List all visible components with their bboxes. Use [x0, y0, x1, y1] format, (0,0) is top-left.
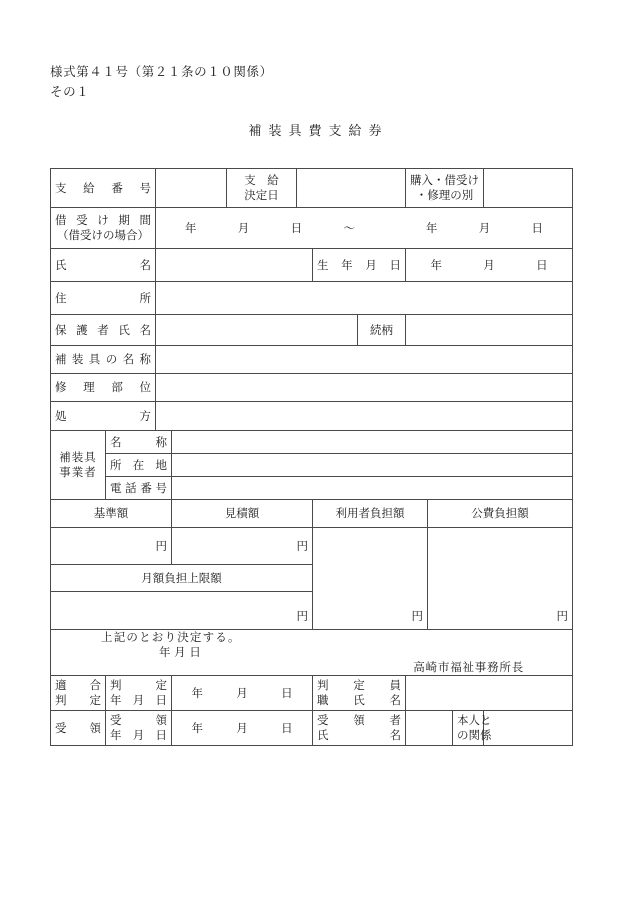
label-hantei-nengappi-line1: 判定 [110, 678, 167, 692]
karikuke-nen: 年 [184, 220, 197, 235]
field-shoho[interactable] [156, 402, 573, 431]
issuer-name: 高崎市福祉事務所長 [413, 660, 524, 674]
label-juryo: 受領 [51, 711, 106, 746]
label-jigyosha-line2: 事業者 [59, 465, 97, 479]
field-jigyosha-denwa[interactable] [172, 477, 573, 500]
label-hanteiin-line1: 判定員 [317, 678, 401, 692]
label-kohi-futan: 公費負担額 [428, 500, 573, 528]
table-row-amount-headers [51, 500, 573, 528]
label-riyosha-futan: 利用者負担額 [313, 500, 428, 528]
form-number-header [50, 62, 273, 102]
table-row-shimei [51, 249, 573, 282]
decision-nen: 年 [159, 645, 171, 659]
label-hanteiin [313, 676, 406, 711]
table-row-juryo [51, 711, 573, 746]
label-juryo-nengappi-line2: 年月日 [110, 728, 167, 742]
label-karikuke-kikan [51, 208, 156, 249]
label-shuri-bui: 修理部位 [51, 374, 156, 402]
field-jigyosha-meisho[interactable] [172, 431, 573, 454]
label-tekigo-hantei [51, 676, 106, 711]
decision-text: 上記のとおり決定する。 [101, 630, 241, 644]
field-kohi-futan[interactable]: 円 [428, 528, 573, 630]
field-zokugara[interactable] [406, 315, 573, 346]
field-hogosha[interactable] [156, 315, 358, 346]
label-shikyu-ketteibi [227, 169, 297, 208]
field-seinengappi[interactable] [406, 249, 573, 282]
decision-date[interactable] [159, 645, 568, 660]
support-voucher-table [50, 168, 573, 746]
form-number: 様式第４１号（第２１条の１０関係） [50, 64, 273, 79]
field-getsugaku-jogen[interactable]: 円 [51, 592, 313, 630]
label-jigyosha-denwa: 電話番号 [106, 477, 172, 500]
field-jusho[interactable] [156, 282, 573, 315]
field-kijungaku[interactable]: 円 [51, 528, 172, 565]
label-hanteiin-line2: 職氏名 [317, 693, 401, 707]
table-row-hogosha [51, 315, 573, 346]
label-hosogu-meisho: 補装具の名称 [51, 346, 156, 374]
label-hantei-nengappi [106, 676, 172, 711]
label-shikyu-ketteibi-line2: 決定日 [244, 188, 279, 202]
label-jigyosha-line1: 補装具 [59, 450, 97, 464]
table-row-jusho [51, 282, 573, 315]
label-seinengappi: 生年月日 [313, 249, 406, 282]
field-riyosha-futan[interactable]: 円 [313, 528, 428, 630]
label-mitsumorigaku: 見積額 [172, 500, 313, 528]
label-shoho: 処方 [51, 402, 156, 431]
field-shikyu-ketteibi[interactable] [297, 169, 406, 208]
label-shimei: 氏名 [51, 249, 156, 282]
seinen-hi: 日 [536, 257, 548, 272]
table-row-shikyu-bango [51, 169, 573, 208]
field-juryo-nengappi[interactable] [172, 711, 313, 746]
label-kubun-line2: ・修理の別 [415, 188, 474, 202]
field-hosogu-meisho[interactable] [156, 346, 573, 374]
label-shikyu-ketteibi-line1: 支 給 [244, 173, 279, 187]
seinen-nen: 年 [430, 257, 442, 272]
label-juryosha-line1: 受領者 [317, 713, 401, 727]
label-hogosha: 保護者氏名 [51, 315, 156, 346]
hantei-nen: 年 [191, 685, 203, 700]
table-row-jigyosha-meisho [51, 431, 573, 454]
table-row-tekigo-hantei [51, 676, 573, 711]
juryo-nen: 年 [191, 720, 203, 735]
table-row-shoho [51, 402, 573, 431]
form-sub-number: その１ [50, 84, 90, 99]
label-tekigo-hantei-line2: 判定 [55, 693, 101, 707]
label-kankei [453, 711, 492, 746]
label-kankei-line2: の関係 [457, 728, 492, 742]
field-kubun[interactable] [484, 169, 573, 208]
label-kubun [406, 169, 484, 208]
label-kijungaku: 基準額 [51, 500, 172, 528]
karikuke-nen2: 年 [425, 220, 438, 235]
label-kankei-line1: 本人と [457, 713, 492, 727]
label-jigyosha-meisho: 名称 [106, 431, 172, 454]
label-jigyosha-shozaichi: 所在地 [106, 454, 172, 477]
label-jusho: 住所 [51, 282, 156, 315]
label-zokugara: 続柄 [358, 315, 406, 346]
field-hantei-nengappi[interactable] [172, 676, 313, 711]
seinen-tsuki: 月 [483, 257, 495, 272]
label-tekigo-hantei-line1: 適合 [55, 678, 101, 692]
label-getsugaku-jogen: 月額負担上限額 [51, 565, 313, 592]
label-kubun-line1: 購入・借受け [410, 173, 479, 187]
label-karikuke-kikan-line1: 借受け期間 [55, 213, 151, 227]
field-jigyosha-shozaichi[interactable] [172, 454, 573, 477]
decision-hi: 日 [189, 645, 201, 659]
hantei-hi: 日 [281, 685, 293, 700]
label-shikyu-bango: 支給番号 [51, 169, 156, 208]
table-row-amount-values [51, 528, 573, 565]
hantei-tsuki: 月 [236, 685, 248, 700]
table-row-jigyosha-shozaichi [51, 454, 573, 477]
karikuke-hi: 日 [290, 220, 303, 235]
field-juryosha[interactable] [406, 711, 453, 746]
field-hanteiin[interactable] [406, 676, 573, 711]
karikuke-kara: ～ [343, 220, 355, 235]
label-juryo-nengappi [106, 711, 172, 746]
table-row-shuri-bui [51, 374, 573, 402]
karikuke-hi2: 日 [531, 220, 544, 235]
karikuke-tsuki2: 月 [478, 220, 491, 235]
label-juryo-nengappi-line1: 受領 [110, 713, 167, 727]
field-shimei[interactable] [156, 249, 313, 282]
page-title: 補装具費支給券 [248, 124, 389, 139]
karikuke-tsuki: 月 [237, 220, 250, 235]
field-karikuke-kikan[interactable] [156, 208, 573, 249]
label-karikuke-kikan-line2: （借受けの場合） [57, 228, 149, 242]
field-shuri-bui[interactable] [156, 374, 573, 402]
field-kankei[interactable] [484, 711, 573, 746]
decision-block [51, 630, 573, 676]
table-row-karikuke-kikan [51, 208, 573, 249]
decision-tsuki: 月 [174, 645, 186, 659]
table-row-jigyosha-denwa [51, 477, 573, 500]
juryo-hi: 日 [281, 720, 293, 735]
label-hantei-nengappi-line2: 年月日 [110, 693, 167, 707]
table-row-decision [51, 630, 573, 676]
table-row-hosogu-meisho [51, 346, 573, 374]
label-juryosha [313, 711, 406, 746]
label-jigyosha [51, 431, 106, 500]
field-mitsumorigaku[interactable]: 円 [172, 528, 313, 565]
label-juryosha-line2: 氏名 [317, 728, 401, 742]
field-shikyu-bango[interactable] [156, 169, 227, 208]
juryo-tsuki: 月 [236, 720, 248, 735]
